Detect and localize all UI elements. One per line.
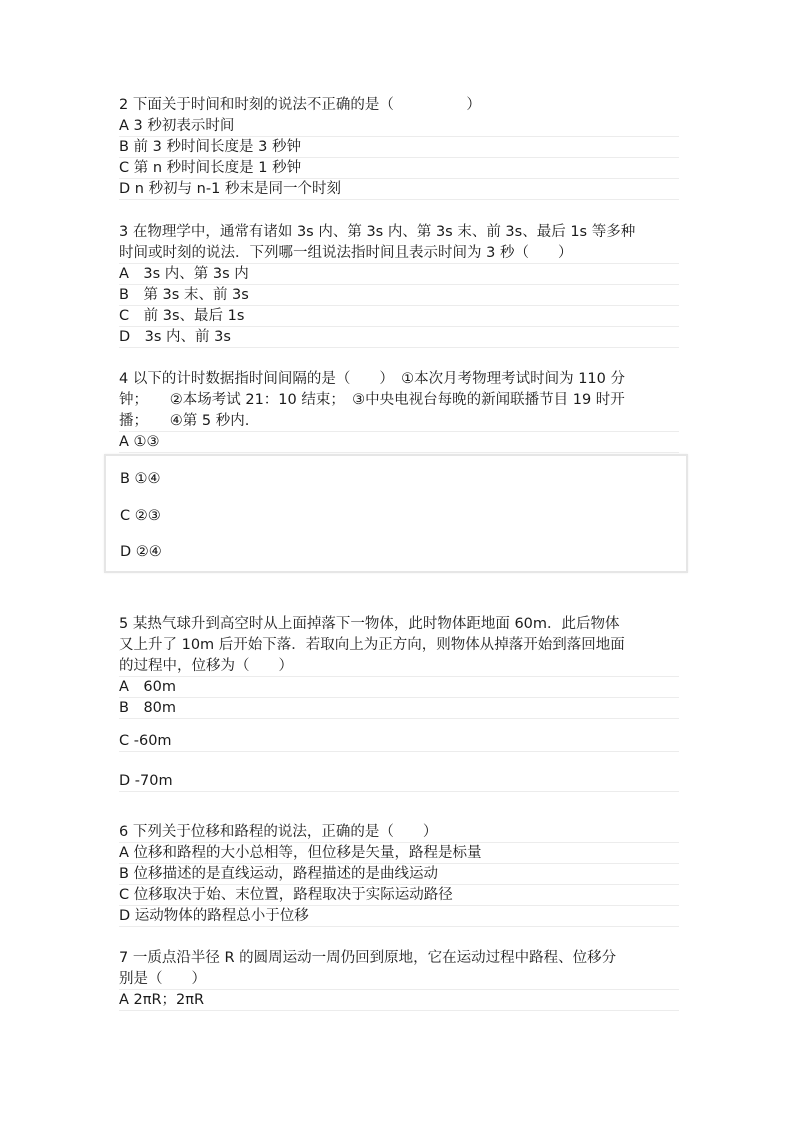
q4-stem-line-2: 钟； ②本场考试 21：10 结束； ③中央电视台每晚的新闻联播节目 19 时开 (119, 392, 625, 408)
q4-option-c: C ②③ (120, 508, 161, 524)
q7-stem-line-2: 别是（ ） (119, 969, 679, 990)
q2-option-c: C 第 n 秒时间长度是 1 秒钟 (119, 158, 679, 179)
q4-option-d: D ②④ (120, 544, 162, 560)
q6-option-b: B 位移描述的是直线运动，路程描述的是曲线运动 (119, 864, 679, 885)
q5-stem-line-3: 的过程中，位移为（ ） (119, 656, 679, 677)
q2-option-a: A 3 秒初表示时间 (119, 116, 679, 137)
q4-option-b: B ①④ (120, 471, 161, 487)
q3-stem-line-2: 时间或时刻的说法．下列哪一组说法指时间且表示时间为 3 秒（ ） (119, 243, 679, 264)
q7-stem-line-1: 7 一质点沿半径 R 的圆周运动一周仍回到原地，它在运动过程中路程、位移分 (119, 950, 617, 966)
q7-option-a: A 2πR；2πR (119, 990, 679, 1011)
q3-option-a: A 3s 内、第 3s 内 (119, 264, 679, 285)
q4-stem-line-1: 4 以下的计时数据指时间间隔的是（ ） ①本次月考物理考试时间为 110 分 (119, 371, 625, 387)
q5-stem-line-2: 又上升了 10m 后开始下落．若取向上为正方向，则物体从掉落开始到落回地面 (119, 637, 625, 653)
q6-stem: 6 下列关于位移和路程的说法，正确的是（ ） (119, 822, 679, 843)
q6-option-c: C 位移取决于始、末位置，路程取决于实际运动路径 (119, 885, 679, 906)
q6-option-d: D 运动物体的路程总小于位移 (119, 906, 679, 927)
q5-option-c: C -60m (119, 731, 679, 752)
q3-stem-line-1: 3 在物理学中，通常有诸如 3s 内、第 3s 内、第 3s 末、前 3s、最后 1s 等多种 (119, 224, 636, 240)
q3-option-c: C 前 3s、最后 1s (119, 306, 679, 327)
q4-stem-line-3: 播； ④第 5 秒内. (119, 411, 679, 432)
q2-stem: 2 下面关于时间和时刻的说法不正确的是（ ） (119, 97, 481, 113)
q6-option-a: A 位移和路程的大小总相等，但位移是矢量，路程是标量 (119, 843, 679, 864)
q5-option-d: D -70m (119, 771, 679, 792)
q5-option-a: A 60m (119, 677, 679, 698)
q2-option-d: D n 秒初与 n-1 秒末是同一个时刻 (119, 179, 679, 200)
q3-option-b: B 第 3s 末、前 3s (119, 285, 679, 306)
q4-options-box (104, 454, 688, 573)
q3-option-d: D 3s 内、前 3s (119, 327, 679, 348)
q5-option-b: B 80m (119, 698, 679, 719)
q4-option-a: A ①③ (119, 432, 679, 453)
q2-option-b: B 前 3 秒时间长度是 3 秒钟 (119, 137, 679, 158)
q5-stem-line-1: 5 某热气球升到高空时从上面掉落下一物体，此时物体距地面 60m．此后物体 (119, 616, 620, 632)
